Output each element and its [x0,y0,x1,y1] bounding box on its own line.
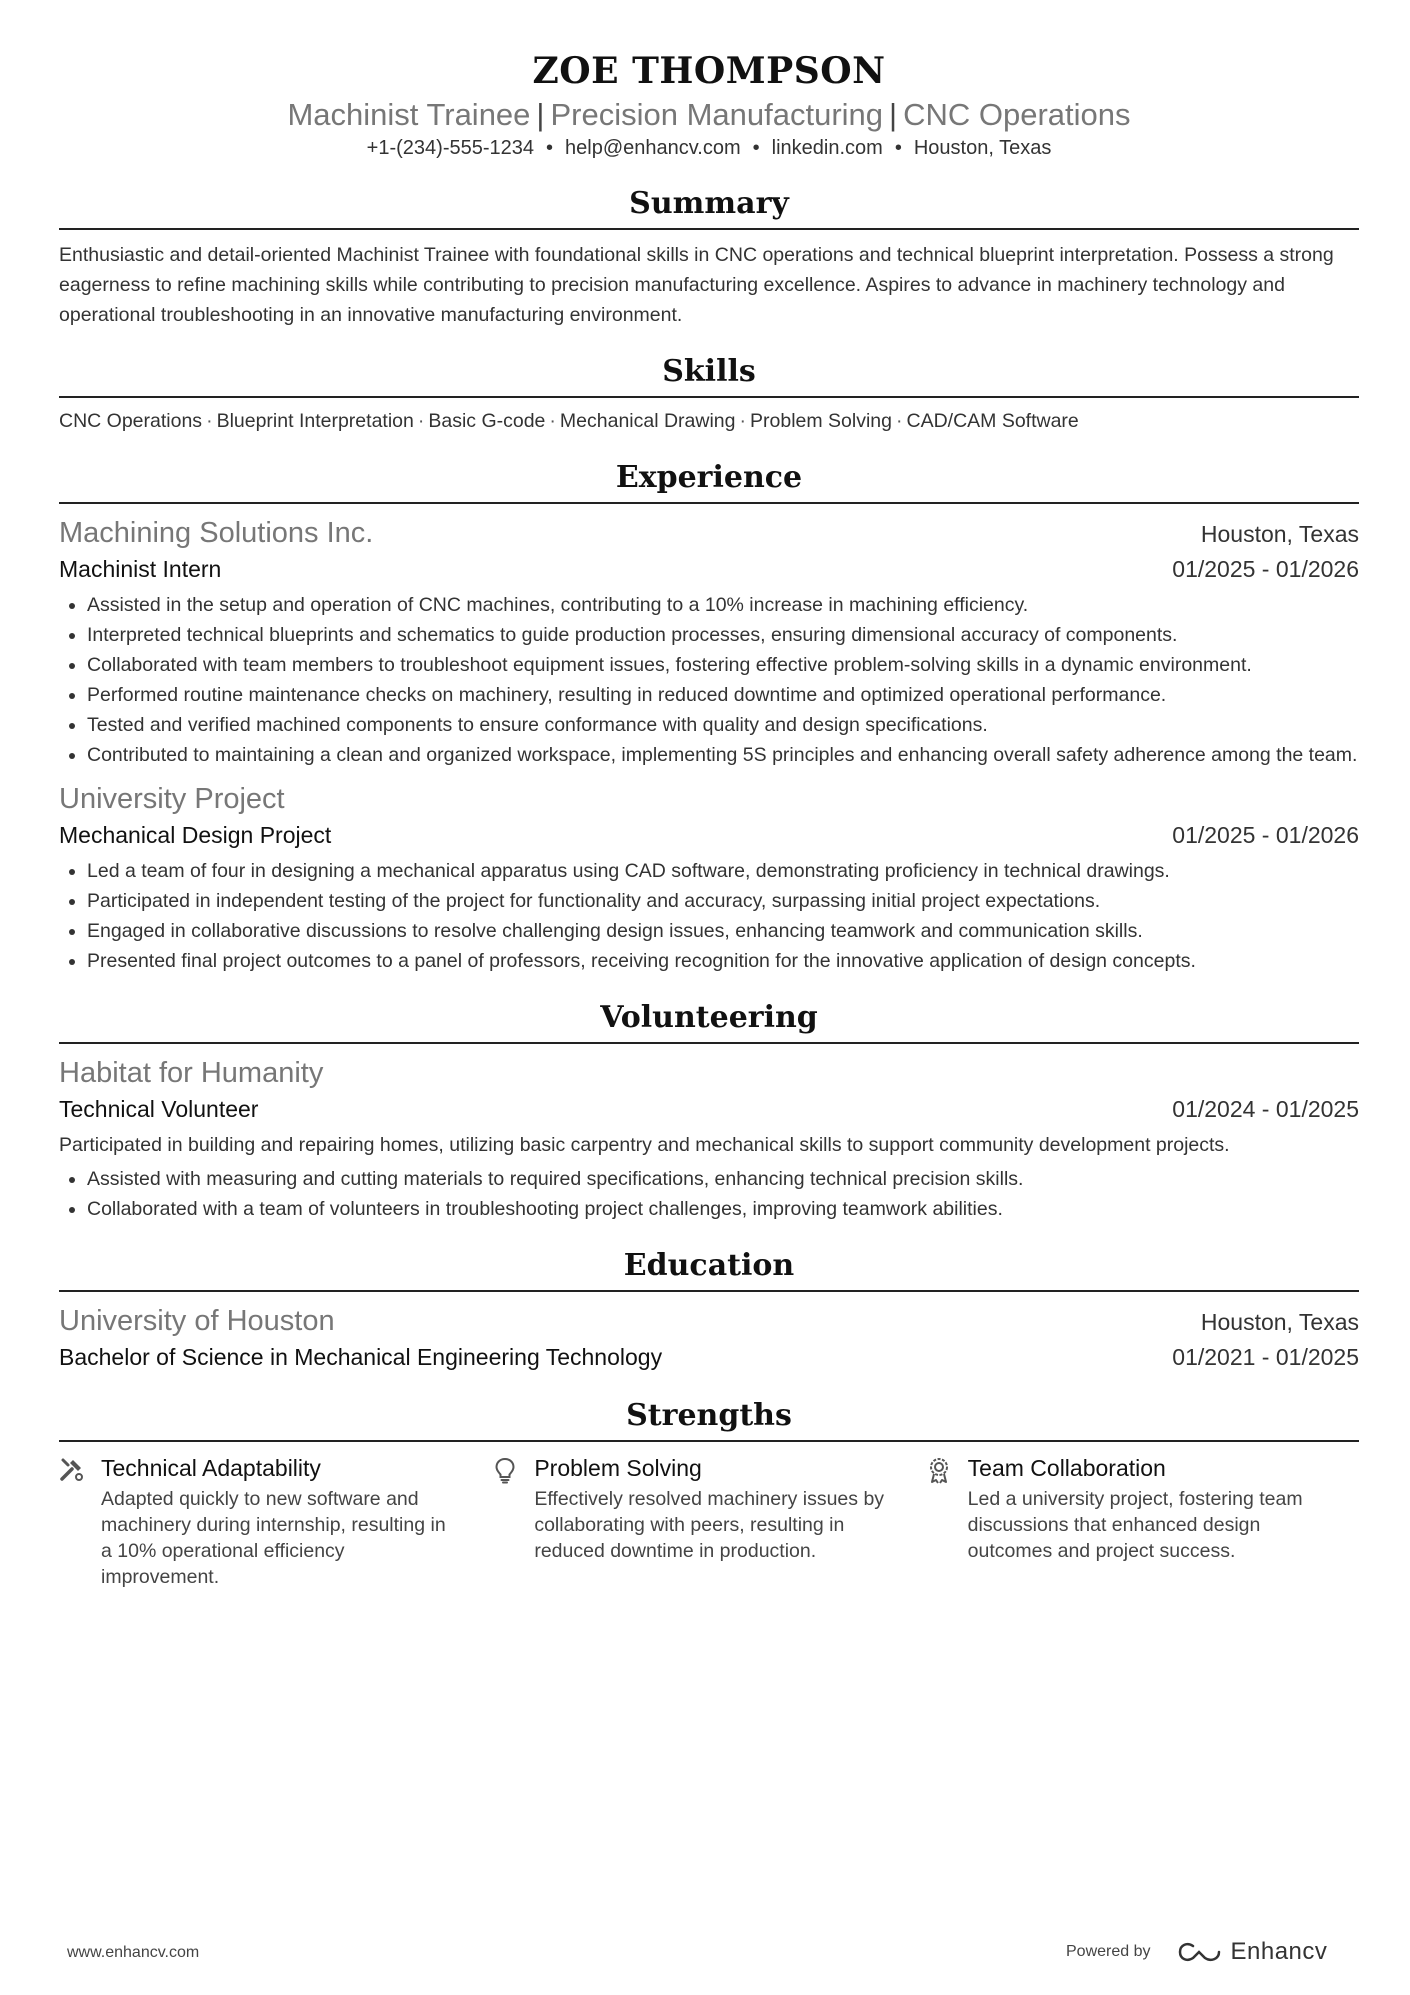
section-title-skills: Skills [59,354,1359,398]
skill-item: Blueprint Interpretation [216,410,414,432]
headline-separator: | [889,97,898,132]
footer-website-link[interactable]: www.enhancv.com [67,1944,200,1961]
powered-by-label: Powered by [1066,1943,1151,1960]
lightbulb-icon [492,1452,534,1590]
education-dates: 01/2021 - 01/2025 [1172,1344,1359,1370]
volunteer-dates: 01/2024 - 01/2025 [1172,1096,1359,1122]
achievement-list [59,1164,1359,1224]
phone[interactable]: +1-(234)-555-1234 [366,137,535,159]
strength-description: Effectively resolved machinery issues by collaborating with peers, resulting in reduced downtime in production. [534,1488,885,1562]
achievement-bullet: • Assisted with measuring and cutting materials to required specifications, enhancing technical precision skills. [87,1164,1359,1194]
headline-part: Machinist Trainee [287,97,531,132]
degree: Bachelor of Science in Mechanical Engineering Technology [59,1344,663,1370]
skill-separator: · [206,410,213,432]
job-title: Mechanical Design Project [59,822,332,848]
achievement-bullet: • Collaborated with team members to troubleshoot equipment issues, fostering effective problem-solving skills in a dynamic environment. [87,650,1359,680]
achievement-bullet: • Tested and verified machined components to ensure conformance with quality and design specifications. [87,710,1359,740]
location: Houston, Texas [913,137,1052,159]
volunteer-role: Technical Volunteer [59,1096,259,1122]
achievement-bullet: • Assisted in the setup and operation of CNC machines, contributing to a 10% increase in machining efficiency. [87,590,1359,620]
achievement-bullet: • Interpreted technical blueprints and schematics to guide production processes, ensuring dimensional accuracy of components. [87,620,1359,650]
company-name: Machining Solutions Inc. [59,517,374,549]
skill-item: CNC Operations [59,410,203,432]
experience-entry [59,514,1359,770]
headline [59,96,1359,134]
tools-icon [59,1452,101,1590]
achievement-bullet: • Participated in independent testing of the project for functionality and accuracy, surpassing initial project expectations. [87,886,1359,916]
school-location: Houston, Texas [1200,1309,1359,1335]
skill-separator: · [895,410,903,432]
section-title-strengths: Strengths [59,1398,1359,1442]
strength-item [492,1452,925,1590]
job-dates: 01/2025 - 01/2026 [1172,556,1359,582]
skill-item: Mechanical Drawing [559,410,736,432]
job-location: Houston, Texas [1200,521,1359,547]
strength-description: Adapted quickly to new software and machinery during internship, resulting in a 10% operational efficiency improvement. [101,1488,446,1588]
strength-description: Led a university project, fostering team discussions that enhanced design outcomes and project success. [967,1488,1303,1562]
achievement-bullet: • Led a team of four in designing a mechanical apparatus using CAD software, demonstrating proficiency in technical drawings. [87,856,1359,886]
experience-entry [59,780,1359,976]
company-name: University Project [59,783,285,815]
section-title-summary: Summary [59,186,1359,230]
enhancv-logo-icon [1177,1940,1223,1964]
section-title-education: Education [59,1248,1359,1292]
resume-page [59,0,1359,1590]
education-entry [59,1302,1359,1374]
strength-title: Team Collaboration [967,1455,1166,1481]
contact-separator: • [752,137,760,159]
headline-part: Precision Manufacturing [550,97,884,132]
contact-line [59,134,1359,162]
section-title-experience: Experience [59,460,1359,504]
award-icon [926,1452,968,1590]
skills-list [59,406,1359,436]
candidate-name: ZOE THOMPSON [532,50,886,92]
organization-name: Habitat for Humanity [59,1057,324,1089]
skill-item: CAD/CAM Software [906,410,1079,432]
job-title: Machinist Intern [59,556,222,582]
brand-logo[interactable] [1177,1938,1328,1966]
volunteering-entry [59,1054,1359,1224]
section-title-volunteering: Volunteering [59,1000,1359,1044]
strength-item [926,1452,1359,1590]
strengths-grid [59,1452,1359,1590]
linkedin-link[interactable]: linkedin.com [771,137,883,159]
email-link[interactable]: help@enhancv.com [565,137,741,159]
summary-text: Enthusiastic and detail-oriented Machinist Trainee with foundational skills in CNC operations and technical blueprint interpretation. Possess a strong eagerness to refine machining skills while contributing to precision manufacturing excellence. Aspires to advance in machinery technology and operational troubleshooting in an innovative manufacturing environment. [59,244,1334,326]
achievement-list [59,856,1359,976]
strength-title: Problem Solving [534,1455,702,1481]
achievement-bullet: • Engaged in collaborative discussions to resolve challenging design issues, enhancing teamwork and communication skills. [87,916,1359,946]
brand-name: Enhancv [1230,1938,1328,1965]
contact-separator: • [546,137,554,159]
school-name: University of Houston [59,1305,335,1337]
achievement-bullet: • Performed routine maintenance checks on machinery, resulting in reduced downtime and optimized operational performance. [87,680,1359,710]
achievement-list [59,590,1359,770]
headline-separator: | [536,97,545,132]
skill-item: Basic G-code [428,410,546,432]
contact-separator: • [894,137,902,159]
resume-header [59,50,1359,162]
skill-separator: · [417,410,425,432]
skill-separator: · [549,410,556,432]
headline-part: CNC Operations [903,97,1131,132]
achievement-bullet: • Contributed to maintaining a clean and organized workspace, implementing 5S principles and enhancing overall safety adherence among the team. [87,740,1359,770]
skill-separator: · [739,410,746,432]
job-dates: 01/2025 - 01/2026 [1172,822,1359,848]
strength-item [59,1452,492,1590]
footer-branding [1066,1938,1327,1966]
skill-item: Problem Solving [750,410,892,432]
volunteer-description: Participated in building and repairing homes, utilizing basic carpentry and mechanical skills to support community development projects. [59,1134,1230,1156]
strength-title: Technical Adaptability [101,1455,321,1481]
achievement-bullet: • Presented final project outcomes to a panel of professors, receiving recognition for the innovative application of design concepts. [87,946,1359,976]
achievement-bullet: • Collaborated with a team of volunteers in troubleshooting project challenges, improving teamwork abilities. [87,1194,1359,1224]
